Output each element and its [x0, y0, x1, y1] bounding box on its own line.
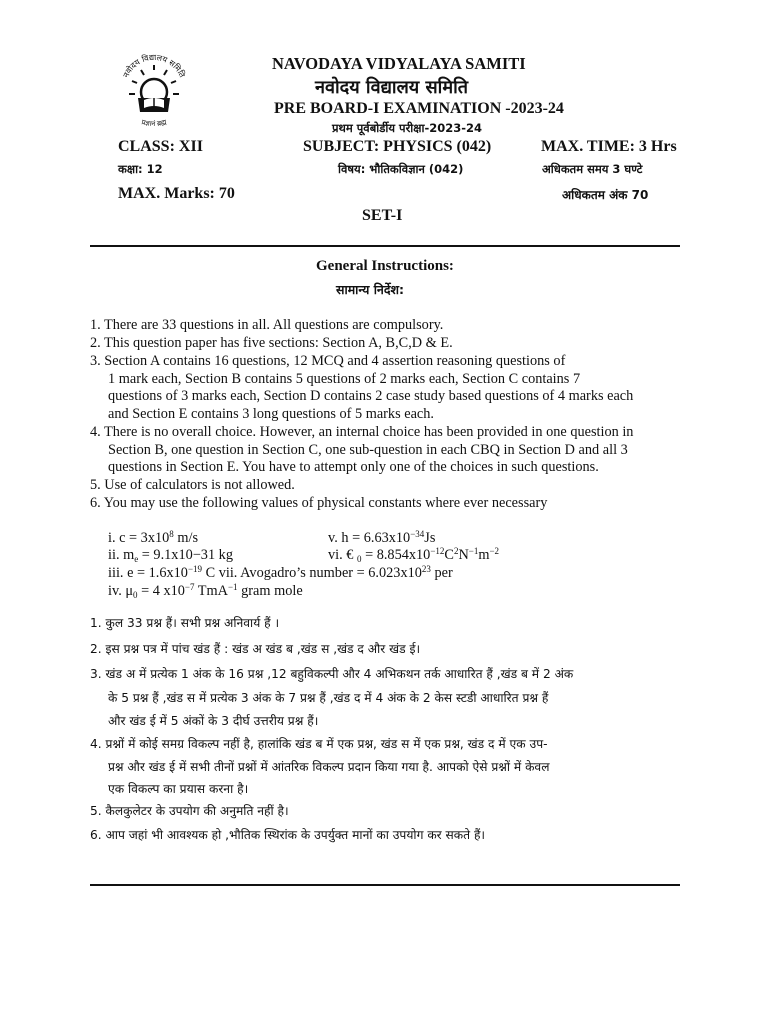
instructions-title-en: General Instructions:: [316, 258, 454, 274]
subject-label-en: SUBJECT: PHYSICS (042): [303, 138, 492, 155]
instruction-line: and Section E contains 3 long questions of 5 marks each.: [108, 406, 434, 422]
svg-text:प्रज्ञानं ब्रह्म: प्रज्ञानं ब्रह्म: [140, 118, 168, 129]
class-label-en: CLASS: XII: [118, 138, 203, 155]
instruction-line-hi: के 5 प्रश्न हैं ,खंड स में प्रत्येक 3 अंक के 7 प्रश्न हैं ,खंड द में 4 अंक के 2 केस स्टडी आधारित प्रश्न हैं: [108, 691, 549, 705]
instruction-line-hi: 4. प्रश्नों में कोई समग्र विकल्प नहीं है, हालांकि खंड ब में एक प्रश्न, खंड स में एक प्रश्न, खंड द में एक उप-: [90, 737, 548, 751]
max-time-en: MAX. TIME: 3 Hrs: [541, 138, 677, 155]
instruction-line-hi: 5. कैलकुलेटर के उपयोग की अनुमति नहीं है।: [90, 804, 289, 818]
svg-text:नवोदय विद्यालय समिति: नवोदय विद्यालय समिति: [121, 52, 187, 79]
exam-title-en: PRE BOARD-I EXAMINATION -2023-24: [274, 100, 564, 117]
constant-epsilon: vi. € $_0 = 8.854x10^{-12}C^2N^{-1}m^{-2}$: [328, 546, 500, 564]
instruction-line: 6. You may use the following values of physical constants where ever necessary: [90, 495, 548, 511]
instruction-line: 4. There is no overall choice. However, an internal choice has been provided in one question in: [90, 424, 634, 440]
constant-e-avogadro: iii. $e = 1.6x10^{-19}$ C vii. Avogadro’s number = $6.023x10^{23}$ per: [108, 564, 453, 581]
subject-label-hi: विषय: भौतिकविज्ञान (042): [338, 162, 464, 176]
set-label: SET-I: [362, 207, 403, 224]
instruction-line: 1. There are 33 questions in all. All questions are compulsory.: [90, 317, 444, 333]
instruction-line-hi: और खंड ई में 5 अंकों के 3 दीर्घ उत्तरीय प्रश्न हैं।: [108, 714, 319, 728]
instruction-line: 1 mark each, Section B contains 5 questions of 2 marks each, Section C contains 7: [108, 371, 581, 387]
nvs-logo: [118, 48, 190, 134]
instruction-line: 5. Use of calculators is not allowed.: [90, 477, 295, 493]
constant-h: v. $h = 6.63x10^{-34}Js$: [328, 529, 436, 546]
max-marks-hi: अधिकतम अंक 70: [562, 188, 649, 202]
instruction-line-hi: 1. कुल 33 प्रश्न हैं। सभी प्रश्न अनिवार्य हैं ।: [90, 616, 280, 630]
constant-c: i. $c = 3x10^8$ m/s: [108, 529, 199, 546]
instruction-line-hi: प्रश्न और खंड ई में सभी तीनों प्रश्नों में आंतरिक विकल्प प्रदान किया गया है. आपको ऐसे प्रश्नों में केवल: [108, 760, 550, 774]
instruction-line: questions of 3 marks each, Section D contains 2 case study based questions of 4 marks each: [108, 388, 634, 404]
exam-title-hi: प्रथम पूर्वबोर्डीय परीक्षा-2023-24: [332, 121, 483, 135]
max-time-hi: अधिकतम समय 3 घण्टे: [542, 162, 643, 176]
instruction-line-hi: 2. इस प्रश्न पत्र में पांच खंड हैं : खंड अ खंड ब ,खंड स ,खंड द और खंड ई।: [90, 642, 421, 656]
instructions-title-hi: सामान्य निर्देश:: [336, 282, 405, 297]
constant-mu0: iv. $\mu_0 = 4$ $x10^{-7}$ TmA$^{-1}$ gram mole: [108, 582, 303, 600]
instruction-line-hi: 3. खंड अ में प्रत्येक 1 अंक के 16 प्रश्न ,12 बहुविकल्पी और 4 अभिकथन तर्क आधारित हैं ,खंड ब में 2 अंक: [90, 667, 574, 681]
instruction-line: 3. Section A contains 16 questions, 12 MCQ and 4 assertion reasoning questions of: [90, 353, 566, 369]
org-name-en: NAVODAYA VIDYALAYA SAMITI: [272, 54, 526, 73]
instruction-line: questions in Section E. You have to attempt only one of the choices in such questions.: [108, 459, 599, 475]
class-label-hi: कक्षा: 12: [118, 162, 163, 176]
bottom-divider: [90, 884, 680, 886]
instruction-line: Section B, one question in Section C, one sub-question in each CBQ in Section D and all 3: [108, 442, 628, 458]
instruction-line-hi: 6. आप जहां भी आवश्यक हो ,भौतिक स्थिरांक के उपर्युक्त मानों का उपयोग कर सकते हैं।: [90, 828, 486, 842]
constant-me: ii. $m_e = 9.1x10-31$ kg: [108, 547, 233, 564]
instruction-line: 2. This question paper has five sections: Section A, B,C,D & E.: [90, 335, 453, 351]
top-divider: [90, 245, 680, 247]
max-marks-en: MAX. Marks: 70: [118, 185, 235, 202]
instruction-line-hi: एक विकल्प का प्रयास करना है।: [108, 782, 249, 796]
org-name-hi: नवोदय विद्यालय समिति: [315, 77, 469, 98]
